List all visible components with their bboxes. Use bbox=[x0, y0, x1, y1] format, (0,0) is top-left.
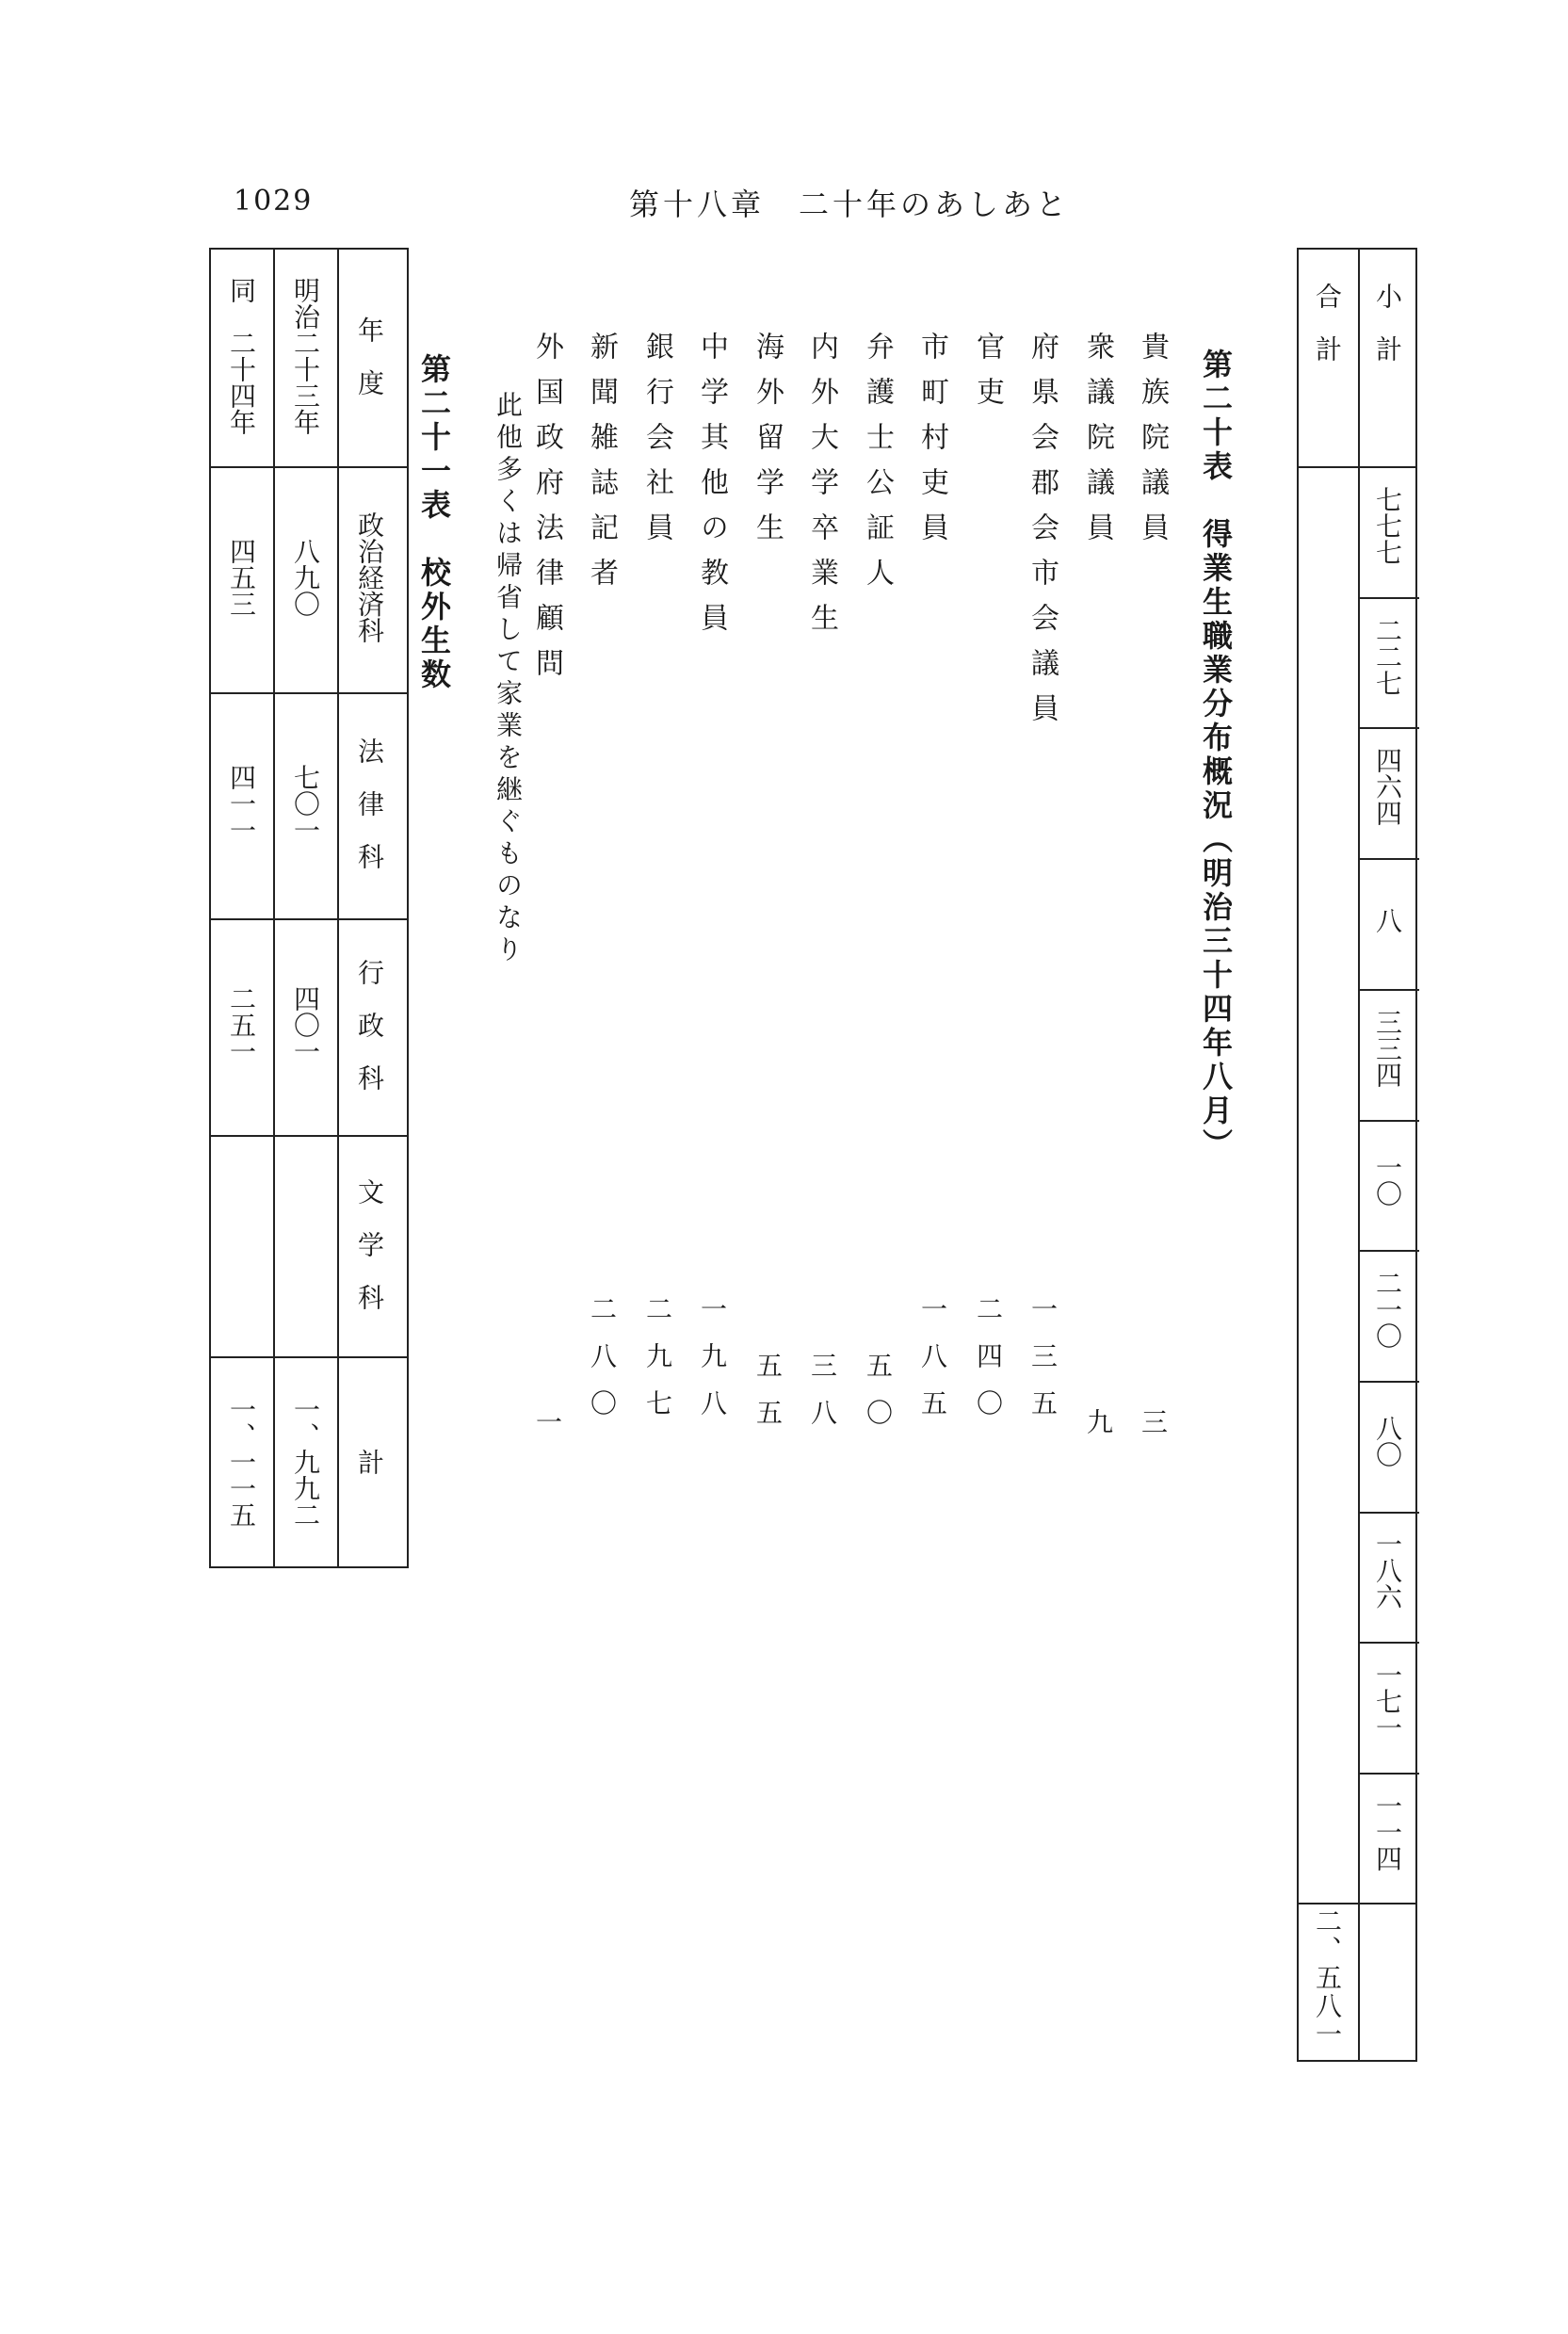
table21-column-header: 法 律 科 bbox=[354, 737, 385, 869]
table21-year-cell: 明治二十三年 bbox=[290, 277, 321, 435]
subtotal-rule bbox=[1358, 1642, 1419, 1644]
subtotal-rule bbox=[1358, 1120, 1419, 1122]
table20-row-label: 中学其他の教員 bbox=[695, 332, 728, 648]
table20-header-rule bbox=[1299, 466, 1415, 468]
subtotal-cell: 一一四 bbox=[1372, 1792, 1403, 1872]
table20-row-value: 一八五 bbox=[917, 1295, 948, 1436]
table20-row-label: 衆議院議員 bbox=[1081, 332, 1114, 558]
table21-row-divider bbox=[211, 692, 407, 694]
table21-col-divider bbox=[337, 250, 339, 1566]
table20-title: 第二十表 得業生職業分布概況（明治三十四年八月） bbox=[1198, 348, 1234, 1162]
subtotal-rule bbox=[1358, 597, 1419, 599]
subtotal-rule bbox=[1358, 727, 1419, 729]
table21-value-cell: 八九〇 bbox=[290, 538, 321, 617]
table20-box-divider bbox=[1358, 250, 1360, 2060]
grand-total: 二、五八一 bbox=[1312, 1907, 1343, 2049]
table21-box bbox=[209, 248, 409, 1568]
table21-value-cell: 二五一 bbox=[226, 985, 257, 1064]
page-number: 1029 bbox=[234, 185, 314, 218]
table21-value-cell: 四〇一 bbox=[290, 985, 321, 1064]
subtotal-cell: 二一〇 bbox=[1372, 1270, 1403, 1349]
subtotal-rule bbox=[1358, 1773, 1419, 1775]
subtotal-cell: 七七七 bbox=[1372, 486, 1403, 565]
table21-column-header: 文 学 科 bbox=[354, 1178, 385, 1310]
subtotal-rule bbox=[1358, 858, 1419, 860]
table20-row-label: 海外留学生 bbox=[751, 332, 784, 558]
table21-year-cell: 同 二十四年 bbox=[226, 277, 257, 435]
subtotal-label: 小 計 bbox=[1372, 283, 1403, 362]
table21-row-divider bbox=[211, 918, 407, 920]
table21-value-cell: 四一一 bbox=[226, 764, 257, 843]
table21-column-header: 行 政 科 bbox=[354, 959, 385, 1091]
subtotal-cell: 三三四 bbox=[1372, 1009, 1403, 1088]
subtotal-rule bbox=[1358, 1381, 1419, 1383]
table21-row-divider bbox=[211, 466, 407, 468]
table20-row-value: 一 bbox=[532, 1408, 563, 1455]
table20-row-value: 二九七 bbox=[642, 1295, 673, 1436]
table20-row-value: 五五 bbox=[752, 1352, 784, 1446]
table20-row-label: 新聞雑誌記者 bbox=[585, 332, 618, 603]
subtotal-cell: 一八六 bbox=[1372, 1531, 1403, 1610]
table21-column-header: 年 度 bbox=[354, 316, 385, 396]
table20-row-label: 官吏 bbox=[971, 332, 1004, 422]
subtotal-cell: 四六四 bbox=[1372, 747, 1403, 826]
table20-row-value: 九 bbox=[1083, 1408, 1114, 1455]
subtotal-cell: 二二七 bbox=[1372, 617, 1403, 696]
subtotal-cell: 八〇 bbox=[1372, 1415, 1403, 1467]
subtotal-cell: 一七一 bbox=[1372, 1661, 1403, 1741]
table20-row-label: 銀行会社員 bbox=[640, 332, 673, 558]
table21-column-header: 計 bbox=[354, 1449, 385, 1475]
table20-row-label: 貴族院議員 bbox=[1136, 332, 1169, 558]
table21-col-divider bbox=[273, 250, 275, 1566]
table20-row-value: 三八 bbox=[807, 1352, 838, 1446]
subtotal-cell: 一〇 bbox=[1372, 1154, 1403, 1207]
table21-title: 第二十一表 校外生数 bbox=[416, 353, 452, 692]
table21-value-cell: 四五三 bbox=[226, 538, 257, 617]
table20-row-value: 一三五 bbox=[1027, 1295, 1059, 1436]
table21-value-cell: 七〇一 bbox=[290, 764, 321, 843]
table20-row-label: 内外大学卒業生 bbox=[805, 332, 838, 648]
table20-row-value: 三 bbox=[1138, 1408, 1169, 1455]
table20-row-value: 一九八 bbox=[697, 1295, 728, 1436]
table20-row-label: 府県会郡会市会議員 bbox=[1026, 332, 1059, 738]
table20-note: 此他多くは帰省して家業を継ぐものなり bbox=[493, 391, 524, 967]
table20-row-value: 二八〇 bbox=[587, 1295, 618, 1436]
running-header: 第十八章 二十年のあしあと bbox=[629, 186, 1071, 222]
table20-total-rule bbox=[1299, 1903, 1415, 1904]
subtotal-rule bbox=[1358, 989, 1419, 991]
table20-row-label: 弁護士公証人 bbox=[861, 332, 894, 603]
table20-row-label: 市町村吏員 bbox=[915, 332, 948, 558]
table21-row-divider bbox=[211, 1135, 407, 1137]
table21-row-divider bbox=[211, 1356, 407, 1358]
table21-column-header: 政治経済科 bbox=[354, 511, 385, 643]
subtotal-rule bbox=[1358, 1250, 1419, 1252]
total-label: 合 計 bbox=[1312, 283, 1343, 362]
table20-row-value: 五〇 bbox=[863, 1352, 894, 1446]
subtotal-cell: 八 bbox=[1372, 907, 1403, 933]
table20-row-label: 外国政府法律顧問 bbox=[530, 332, 563, 693]
subtotal-rule bbox=[1358, 1512, 1419, 1514]
table21-value-cell: 一、九九二 bbox=[290, 1396, 321, 1528]
table21-value-cell: 一、一一五 bbox=[226, 1396, 257, 1528]
table20-row-value: 二四〇 bbox=[973, 1295, 1004, 1436]
